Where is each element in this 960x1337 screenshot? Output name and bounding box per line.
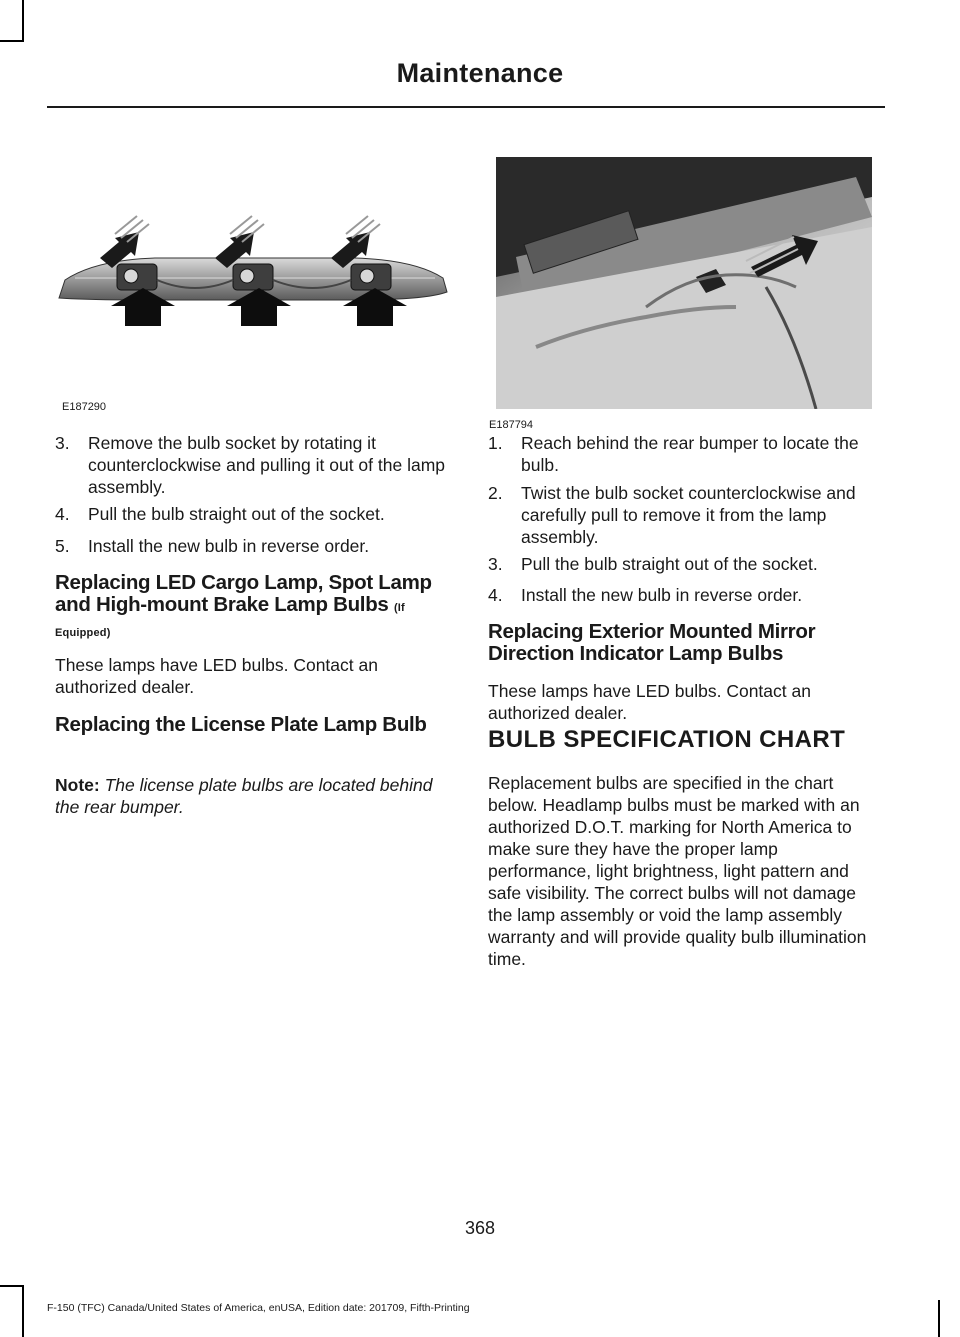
section-heading: Replacing Exterior Mounted Mirror Direction Indicator Lamp Bulbs [488,620,816,665]
list-item [488,482,884,548]
step-number: 3. [55,433,70,453]
page-number: 368 [464,1218,496,1238]
rear-bumper-illustration [496,157,872,409]
section-title: BULB SPECIFICATION CHART [488,726,846,753]
figure-id: E187290 [62,401,107,413]
crop-mark [22,1285,24,1337]
step-number: 2. [488,483,503,503]
figure-id: E187794 [489,419,534,431]
crop-mark [0,1285,22,1287]
step-text: Reach behind the rear bumper to locate the bulb. [521,433,859,475]
step-text: Remove the bulb socket by rotating it counterclockwise and pulling it out of the lamp assembly. [88,433,446,497]
list-item [55,535,448,557]
list-item [488,584,882,606]
step-text: Install the new bulb in reverse order. [521,585,803,605]
note-label: Note: [55,775,100,795]
list-item [55,432,448,498]
heading-text: Replacing LED Cargo Lamp, Spot Lamp and High-mount Brake Lamp Bulbs [55,571,432,616]
crop-mark [22,0,24,42]
step-number: 3. [488,554,503,574]
note [55,774,448,818]
step-text: Pull the bulb straight out of the socket. [521,554,818,574]
page-header-title: Maintenance [396,58,564,88]
list-item [488,432,878,476]
lamp-bar-illustration [55,200,448,410]
step-text: Install the new bulb in reverse order. [88,536,370,556]
step-number: 4. [55,504,70,524]
step-number: 1. [488,433,503,453]
paragraph: Replacement bulbs are specified in the chart below. Headlamp bulbs must be marked with an authorized D.O.T. marking for North America to make sure they have the proper lamp performance, light brightness, light pattern and safe visibility. The correct bulbs will not damage the lamp assembly or void the lamp assembly warranty and will provide quality bulb illumination time. [488,773,867,969]
step-text: Twist the bulb socket counterclockwise and carefully pull to remove it from the lamp assembly. [521,483,856,547]
footer-text: F-150 (TFC) Canada/United States of America, enUSA, Edition date: 201709, Fifth-Printing [47,1302,470,1314]
list-item [55,503,455,525]
step-number: 5. [55,536,70,556]
note-text: The license plate bulbs are located behind the rear bumper. [55,775,433,817]
paragraph: These lamps have LED bulbs. Contact an authorized dealer. [55,655,378,697]
heading-qualifier: (If Equipped) [55,602,405,639]
section-heading: Replacing the License Plate Lamp Bulb [55,713,427,736]
list-item [488,553,888,575]
step-text: Pull the bulb straight out of the socket. [88,504,385,524]
step-number: 4. [488,585,503,605]
figure-lamp-bar [55,200,448,410]
paragraph: These lamps have LED bulbs. Contact an authorized dealer. [488,681,811,723]
figure-rear-bumper [496,157,872,409]
crop-mark [0,40,22,42]
crop-mark [938,1300,940,1337]
header-rule [47,106,885,108]
section-heading [55,572,451,644]
